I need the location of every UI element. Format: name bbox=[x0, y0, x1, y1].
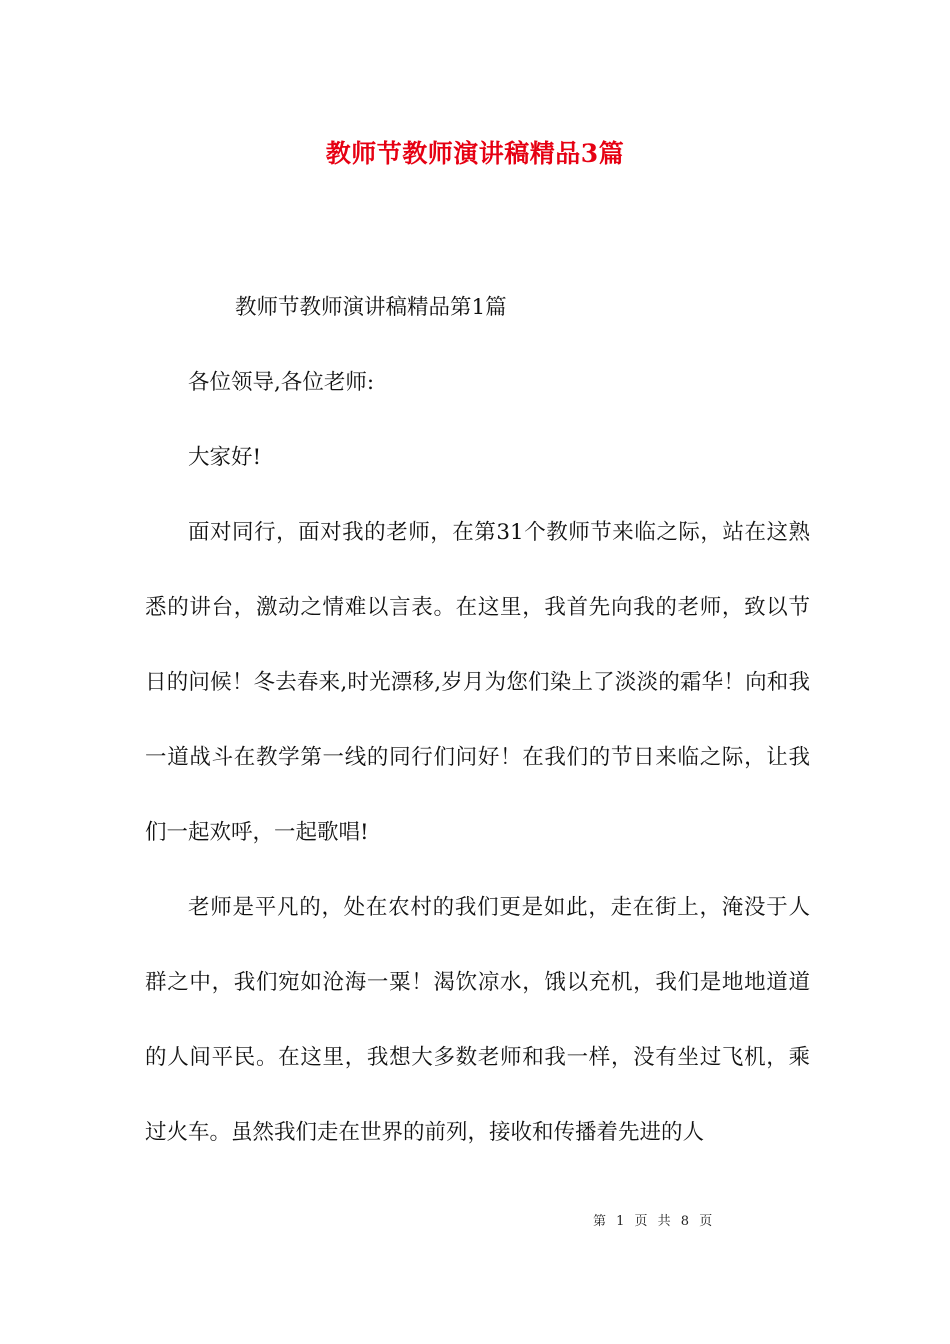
salutation-paragraph: 各位领导,各位老师: bbox=[188, 370, 375, 395]
section-heading: 教师节教师演讲稿精品第1篇 bbox=[235, 295, 507, 320]
document-title: 教师节教师演讲稿精品3篇 bbox=[325, 139, 625, 168]
body-paragraph-1: 面对同行，面对我的老师，在第31个教师节来临之际，站在这熟悉的讲台，激动之情难以言表。在这里，我首先向我的老师，致以节日的问候！冬去春来,时光漂移,岁月为您们染上了淡淡的霜华！向和我一道战斗在教学第一线的同行们问好！在我们的节日来临之际，让我们一起欢呼，一起歌唱! bbox=[145, 520, 810, 845]
body-paragraph-2: 老师是平凡的，处在农村的我们更是如此，走在街上，淹没于人群之中，我们宛如沧海一粟！渴饮凉水，饿以充机，我们是地地道道的人间平民。在这里，我想大多数老师和我一样，没有坐过飞机，乘过火车。虽然我们走在世界的前列，接收和传播着先进的人 bbox=[145, 895, 810, 1145]
greeting-paragraph: 大家好! bbox=[188, 445, 262, 470]
document-body bbox=[145, 270, 810, 1170]
page-number-footer: 第 1 页 共 8 页 bbox=[593, 1214, 714, 1229]
